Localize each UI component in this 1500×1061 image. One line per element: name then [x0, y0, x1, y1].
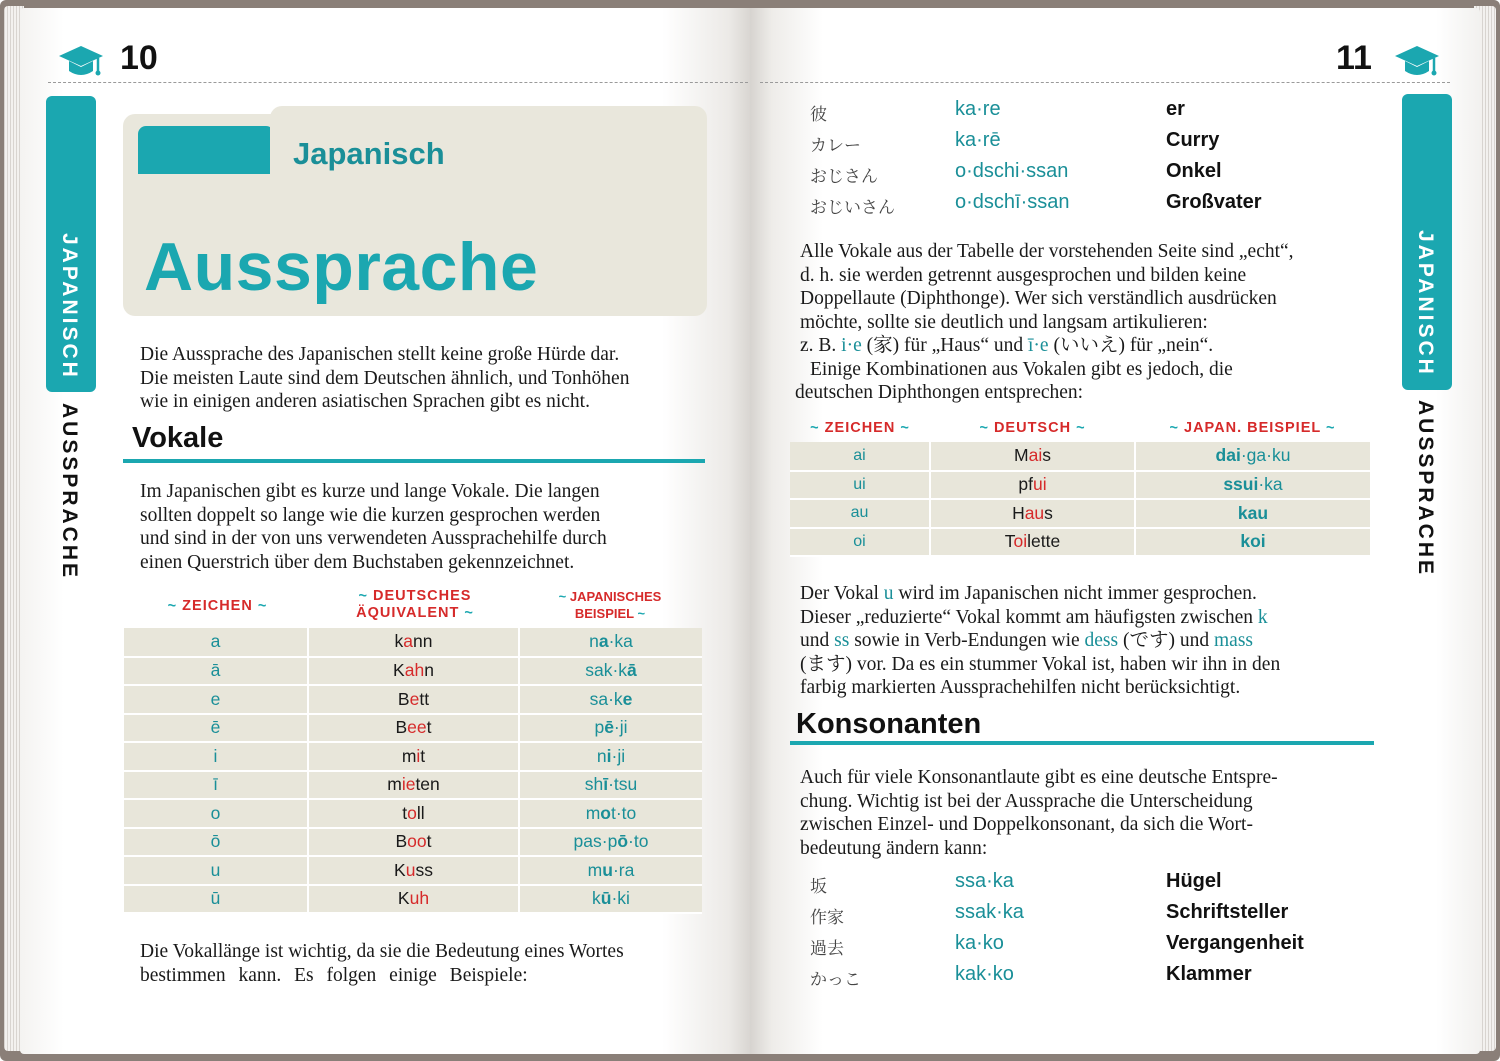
german-part: K — [393, 660, 405, 681]
german-part: K — [397, 888, 410, 909]
example-highlight: o — [600, 802, 611, 823]
graduation-cap-icon — [1394, 44, 1440, 80]
header-divider — [760, 82, 1450, 83]
german-cell — [930, 499, 1135, 528]
table-header-zeichen: ~ ZEICHEN ~ — [167, 598, 268, 614]
section-rule — [790, 741, 1374, 745]
table-header-beispiel: ~ JAPANISCHES BEISPIEL ~ — [558, 589, 662, 621]
japanese-word: おじいさん — [810, 198, 895, 218]
example-part: m — [587, 859, 603, 880]
table-row — [790, 499, 1370, 528]
example-part: ·ji — [613, 717, 628, 738]
german-highlight: oi — [1013, 531, 1028, 552]
japanese-example-cell — [1135, 499, 1370, 528]
page-number: 11 — [1336, 39, 1372, 77]
japanese-example-cell — [519, 742, 702, 771]
german-highlight: oo — [407, 831, 427, 852]
intro-paragraph: Die Aussprache des Japanischen stellt keine große Hürde dar. Die meisten Laute sind dem Deutschen ähnlich, und Tonhöhen wie in einigen anderen asiatischen Sprachen gibt es nicht. — [140, 344, 630, 412]
romaji-word: ssak·ka — [955, 901, 1024, 923]
german-part: n — [424, 660, 434, 681]
japanese-word: かっこ — [810, 970, 861, 990]
diphthong-cell: ai — [790, 442, 930, 471]
example-part: t·to — [610, 802, 637, 823]
german-part: s — [1044, 502, 1053, 523]
german-highlight: u — [405, 859, 416, 880]
japanese-example-cell — [519, 799, 702, 828]
vokale-footer: Die Vokallänge ist wichtig, da sie die Bedeutung eines Wortes bestimmen kann. Es folgen einige Beispiele: — [140, 941, 624, 986]
german-equivalent-cell — [308, 657, 519, 686]
table-row — [124, 657, 702, 686]
japanese-example-cell — [1135, 528, 1370, 557]
page-title: Aussprache — [144, 229, 539, 305]
german-equivalent-cell — [308, 714, 519, 743]
title-card-tab — [138, 126, 274, 174]
german-equivalent-cell — [308, 771, 519, 800]
japanese-word: おじさん — [810, 167, 878, 187]
german-meaning: Vergangenheit — [1166, 932, 1304, 954]
vowel-cell: ē — [124, 714, 308, 743]
side-tab-language: JAPANISCH — [1414, 230, 1437, 377]
example-part: p — [594, 717, 605, 738]
example-highlight: koi — [1240, 531, 1266, 552]
german-part: t — [402, 802, 408, 823]
german-meaning: Schriftsteller — [1166, 901, 1289, 923]
german-equivalent-cell — [308, 742, 519, 771]
header-divider — [48, 82, 748, 83]
example-part: k — [592, 888, 601, 909]
vowel-cell: o — [124, 799, 308, 828]
german-equivalent-cell — [308, 885, 519, 914]
section-heading-konsonanten: Konsonanten — [796, 708, 982, 740]
japanese-example-cell — [519, 828, 702, 857]
example-highlight: ī — [603, 774, 609, 795]
german-highlight: ah — [404, 660, 425, 681]
vowel-cell: ī — [124, 771, 308, 800]
table-row — [124, 828, 702, 857]
german-equivalent-cell — [308, 685, 519, 714]
section-heading-vokale: Vokale — [132, 422, 224, 454]
example-part: ·to — [628, 831, 649, 852]
romaji-word: kak·ko — [955, 963, 1014, 985]
vowel-cell: ū — [124, 885, 308, 914]
german-part: B — [395, 831, 408, 852]
romaji-word: o·dschī·ssan — [955, 191, 1070, 213]
german-part: ten — [415, 774, 440, 795]
table-row — [124, 685, 702, 714]
vowel-cell: ā — [124, 657, 308, 686]
german-part: ss — [415, 859, 433, 880]
example-part: ·ga·ku — [1240, 445, 1291, 466]
german-highlight: e — [409, 688, 420, 709]
german-part: B — [397, 688, 410, 709]
diphthong-cell: oi — [790, 528, 930, 557]
german-part: pf — [1018, 474, 1033, 495]
japanese-example-cell — [519, 856, 702, 885]
german-meaning: Curry — [1166, 129, 1220, 151]
diph-header-zeichen: ~ ZEICHEN ~ — [810, 420, 910, 436]
japanese-example-cell — [519, 628, 702, 657]
vowel-table — [124, 628, 702, 914]
german-highlight: au — [1024, 502, 1045, 523]
example-part: m — [585, 802, 601, 823]
example-part: sh — [584, 774, 604, 795]
romaji-word: ka·rē — [955, 129, 1001, 151]
side-tab-topic: AUSSPRACHE — [1414, 400, 1437, 578]
example-part: ·ka — [1258, 474, 1283, 495]
vowel-length-examples — [810, 98, 1370, 228]
german-part: H — [1012, 502, 1025, 523]
example-part: n — [596, 745, 607, 766]
side-tab-language: JAPANISCH — [58, 233, 81, 380]
romaji-word: o·dschi·ssan — [955, 160, 1069, 182]
table-row — [124, 628, 702, 657]
german-part: tt — [419, 688, 430, 709]
german-part: K — [394, 859, 406, 880]
vowel-cell: ō — [124, 828, 308, 857]
vokale-paragraph: Im Japanischen gibt es kurze und lange Vokale. Die langen sollten doppelt so lange wie die kurzen gesprochen werden und sind in der von uns verwendeten Aussprachehilfe durch einen Querstrich über dem Buchstaben gekennzeichnet. — [140, 481, 607, 573]
example-highlight: e — [622, 688, 633, 709]
example-part: sa·k — [589, 688, 623, 709]
german-meaning: Klammer — [1166, 963, 1252, 985]
page-number: 10 — [120, 39, 158, 77]
german-part: M — [1014, 445, 1029, 466]
left-page — [20, 8, 750, 1054]
romaji-word: ka·re — [955, 98, 1001, 120]
diphthong-table — [790, 442, 1370, 557]
german-part: lette — [1027, 531, 1061, 552]
konsonanten-paragraph: Auch für viele Konsonantlaute gibt es eine deutsche Entspre- chung. Wichtig ist bei der Aussprache die Unterscheidung zwischen Einzel- und Doppelkonsonant, da sich die Wort- bedeutung ändern kann: — [800, 767, 1278, 859]
german-cell — [930, 471, 1135, 500]
table-row — [124, 742, 702, 771]
german-meaning: Hügel — [1166, 870, 1222, 892]
german-equivalent-cell — [308, 799, 519, 828]
japanese-example-cell — [1135, 471, 1370, 500]
german-part: m — [387, 774, 402, 795]
vowel-cell: a — [124, 628, 308, 657]
example-part: ·ka — [608, 631, 633, 652]
example-part: ·ra — [612, 859, 635, 880]
example-highlight: ē — [604, 717, 614, 738]
german-equivalent-cell — [308, 856, 519, 885]
side-tab-topic: AUSSPRACHE — [58, 403, 81, 581]
example-part: pas·p — [573, 831, 618, 852]
table-row — [124, 885, 702, 914]
vowel-cell: e — [124, 685, 308, 714]
german-part: t — [420, 745, 426, 766]
japanese-word: 作家 — [810, 908, 844, 928]
german-meaning: er — [1166, 98, 1185, 120]
diphthong-cell: au — [790, 499, 930, 528]
german-meaning: Onkel — [1166, 160, 1222, 182]
german-cell — [930, 442, 1135, 471]
table-row — [124, 771, 702, 800]
consonant-examples — [810, 870, 1370, 1000]
japanese-example-cell — [519, 714, 702, 743]
german-highlight: i — [416, 745, 421, 766]
table-row — [790, 442, 1370, 471]
diphthong-intro-paragraph: Alle Vokale aus der Tabelle der vorstehenden Seite sind „echt“, d. h. sie werden getrennt ausgesprochen und bilden keine Doppellaute (Diphthonge). Wer sich verständlich ausdrücken möchte, sollte sie deutlich und langsam artikulieren: z. B. i·e (家) für „Haus“ und ī·e (いいえ) für „nein“. Einige Kombinationen aus Vokalen gibt es jedoch, die deutschen Diphthongen entsprechen: — [795, 241, 1294, 403]
example-highlight: u — [602, 859, 613, 880]
japanese-example-cell — [1135, 442, 1370, 471]
german-part: t — [426, 831, 432, 852]
example-part: ·ji — [611, 745, 626, 766]
japanese-example-cell — [519, 685, 702, 714]
table-row — [124, 714, 702, 743]
table-header-aequivalent: ~ DEUTSCHES ÄQUIVALENT ~ — [356, 588, 474, 621]
german-highlight: ai — [1028, 445, 1043, 466]
romaji-word: ssa·ka — [955, 870, 1014, 892]
vowel-cell: u — [124, 856, 308, 885]
example-highlight: dai — [1215, 445, 1241, 466]
german-highlight: ui — [1032, 474, 1047, 495]
german-highlight: uh — [409, 888, 430, 909]
example-highlight: ō — [617, 831, 629, 852]
german-highlight: o — [407, 802, 417, 823]
german-highlight: ie — [401, 774, 416, 795]
german-cell — [930, 528, 1135, 557]
german-part: k — [394, 631, 404, 652]
german-equivalent-cell — [308, 828, 519, 857]
japanese-word: 彼 — [810, 105, 827, 125]
example-highlight: kau — [1237, 502, 1269, 523]
german-part: B — [395, 717, 408, 738]
japanese-example-cell — [519, 885, 702, 914]
german-highlight: ee — [407, 717, 427, 738]
example-highlight: ū — [600, 888, 612, 909]
german-part: t — [426, 717, 432, 738]
german-part: s — [1042, 445, 1051, 466]
example-part: sak·k — [585, 660, 628, 681]
german-highlight: a — [403, 631, 413, 652]
romaji-word: ka·ko — [955, 932, 1004, 954]
german-meaning: Großvater — [1166, 191, 1262, 213]
example-part: ·tsu — [608, 774, 638, 795]
table-row — [790, 528, 1370, 557]
graduation-cap-icon — [58, 44, 104, 80]
diphthong-cell: ui — [790, 471, 930, 500]
table-row — [124, 799, 702, 828]
german-part: m — [401, 745, 417, 766]
reduced-vowel-paragraph: Der Vokal u wird im Japanischen nicht immer gesprochen. Dieser „reduzierte“ Vokal kommt am häufigsten zwischen k und ss sowie in Verb-Endungen wie dess (です) und mass (ます) vor. Da es ein stummer Vokal ist, haben wir ihn in den farbig markierten Aussprachehilfen nicht berücksichtigt. — [800, 583, 1281, 698]
german-part: ll — [416, 802, 425, 823]
right-page — [750, 8, 1480, 1054]
japanese-example-cell — [519, 657, 702, 686]
table-row — [124, 856, 702, 885]
table-row — [790, 471, 1370, 500]
chapter-kicker: Japanisch — [293, 136, 445, 171]
example-highlight: a — [598, 631, 609, 652]
example-highlight: ā — [627, 660, 637, 681]
japanese-word: カレー — [810, 136, 861, 156]
example-part: ·ki — [611, 888, 630, 909]
japanese-example-cell — [519, 771, 702, 800]
diph-header-beispiel: ~ JAPAN. BEISPIEL ~ — [1169, 420, 1336, 436]
example-part: n — [589, 631, 599, 652]
example-highlight: i — [606, 745, 612, 766]
example-highlight: ssui — [1223, 474, 1259, 495]
japanese-word: 坂 — [810, 877, 827, 897]
german-part: T — [1004, 531, 1014, 552]
vowel-cell: i — [124, 742, 308, 771]
german-equivalent-cell — [308, 628, 519, 657]
section-rule — [123, 459, 705, 463]
diph-header-deutsch: ~ DEUTSCH ~ — [979, 420, 1086, 436]
german-part: nn — [413, 631, 433, 652]
japanese-word: 過去 — [810, 939, 844, 959]
